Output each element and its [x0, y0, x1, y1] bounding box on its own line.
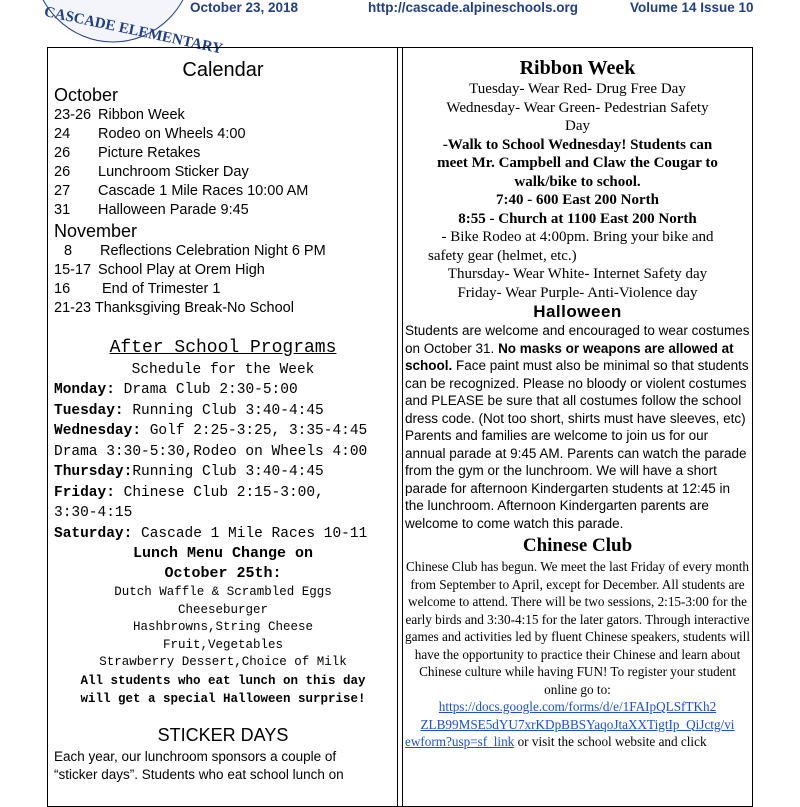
schedule-text: 3:30-4:15 — [54, 505, 133, 521]
event-name: Ribbon Week — [98, 107, 185, 123]
sticker-days-text: Each year, our lunchroom sponsors a couple of — [54, 748, 337, 764]
schedule-line — [54, 483, 392, 504]
calendar-title: Calendar — [182, 59, 264, 81]
walk-to-school: 7:40 - 600 East 200 North — [496, 192, 659, 208]
lunch-date: October 25th: — [164, 565, 282, 582]
schedule-line — [54, 442, 392, 463]
school-url[interactable]: http://cascade.alpineschools.org — [368, 0, 579, 15]
event-name: Thanksgiving Break-No School — [94, 300, 294, 316]
left-column — [54, 56, 392, 784]
event-name: Lunchroom Sticker Day — [98, 164, 249, 180]
event-name: Reflections Celebration Night 6 PM — [100, 243, 326, 259]
schedule-text: Chinese Club 2:15-3:00, — [114, 484, 324, 501]
column-divider — [397, 47, 398, 807]
schedule-line — [54, 380, 392, 401]
calendar-event — [54, 261, 392, 280]
event-name: Halloween Parade 9:45 — [98, 202, 249, 218]
halloween-title: Halloween — [533, 302, 622, 321]
lunch-item: Cheeseburger — [177, 602, 268, 617]
chinese-club-text: Chinese Club has begun. We meet the last Friday of every month from September to April, except for December. All students are welcome to attend. There will be two sessions, 2:15-3:00 for the early birds and 3:30-4:15 for the later gators. Through interactive games and activities led by fluent Chinese speakers, students will have the opportunity to practice their Chinese and learn about Chinese culture while having FUN! To register your student online go to: — [405, 559, 750, 697]
event-date: 27 — [54, 183, 71, 199]
lunch-item: Fruit,Vegetables — [162, 637, 284, 652]
schedule-line — [54, 401, 392, 422]
calendar-event — [54, 280, 392, 299]
walk-to-school: meet Mr. Campbell and Claw the Cougar to — [437, 155, 718, 171]
calendar-event — [54, 125, 392, 144]
lunch-item: Hashbrowns,String Cheese — [132, 620, 314, 634]
lunch-item: Strawberry Dessert,Choice of Milk — [99, 655, 347, 669]
volume-issue: Volume 14 Issue 10 — [630, 0, 754, 15]
after-school-subtitle: Schedule for the Week — [131, 362, 315, 378]
ribbon-week-title: Ribbon Week — [519, 57, 636, 79]
calendar-event: 23-26 Ribbon Week — [54, 107, 185, 123]
school-logo — [38, 0, 225, 58]
schedule-text: Running Club 3:40-4:45 — [132, 464, 324, 480]
event-name: Rodeo on Wheels 4:00 — [98, 126, 246, 142]
lunch-title: Lunch Menu Change on — [132, 545, 314, 562]
schedule-day: Monday: — [54, 382, 115, 398]
right-column — [405, 56, 750, 751]
ribbon-day: Tuesday- Wear Red- Drug Free Day — [469, 81, 686, 97]
event-date: 15-17 — [54, 262, 92, 278]
event-date: 16 — [54, 281, 71, 297]
calendar-event — [54, 242, 392, 261]
month-heading-november: November — [54, 221, 138, 241]
bike-rodeo: safety gear (helmet, etc.) — [428, 247, 577, 264]
chinese-club-tail: or visit the school website and click — [514, 734, 707, 749]
sticker-days-title: STICKER DAYS — [157, 724, 289, 745]
chinese-club-title: Chinese Club — [522, 535, 633, 556]
walk-to-school: 8:55 - Church at 1100 East 200 North — [458, 210, 697, 227]
calendar-event — [54, 163, 392, 182]
schedule-day: Saturday: — [54, 525, 133, 542]
month-heading-october: October — [54, 85, 119, 105]
registration-link[interactable]: https://docs.google.com/forms/d/e/1FAIpQLSfTKh2 — [438, 699, 717, 714]
bike-rodeo: - Bike Rodeo at 4:00pm. Bring your bike and — [441, 229, 714, 245]
chinese-club-link[interactable] — [405, 733, 750, 751]
calendar-event — [54, 201, 392, 220]
calendar-event — [54, 182, 392, 201]
schedule-text: Drama 3:30-5:30,Rodeo on Wheels 4:00 — [54, 443, 368, 460]
event-name: Picture Retakes — [98, 145, 201, 161]
schedule-line — [54, 421, 392, 442]
calendar-event — [54, 299, 392, 318]
schedule-text: Cascade 1 Mile Races 10-11 — [132, 525, 368, 542]
after-school-title: After School Programs — [109, 338, 337, 358]
ribbon-day: Thursday- Wear White- Internet Safety day — [447, 266, 708, 282]
halloween-text-bold: No masks or weapons are allowed at school. — [405, 340, 734, 373]
event-date: 31 — [54, 202, 71, 218]
event-name: Cascade 1 Mile Races 10:00 AM — [98, 183, 309, 199]
ribbon-day: Wednesday- Wear Green- Pedestrian Safety — [446, 99, 709, 116]
issue-date: October 23, 2018 — [190, 0, 299, 15]
event-date: 21-23 — [54, 300, 92, 316]
schedule-line — [54, 503, 392, 524]
lunch-note: All students who eat lunch on this day — [80, 673, 366, 688]
sticker-days-text: “sticker days”. Students who eat school lunch on — [54, 766, 344, 782]
schedule-line — [54, 462, 392, 483]
registration-link[interactable]: ewform?usp=sf_link — [405, 734, 515, 749]
event-date: 26 — [54, 145, 71, 161]
event-date: 8 — [64, 243, 73, 259]
lunch-item: Dutch Waffle & Scrambled Eggs — [114, 585, 332, 599]
ribbon-day: Friday- Wear Purple- Anti-Violence day — [457, 284, 698, 301]
halloween-text — [405, 322, 750, 532]
ribbon-day: Day — [565, 118, 590, 134]
schedule-text: Drama Club 2:30-5:00 — [114, 382, 298, 398]
calendar-event — [54, 144, 392, 163]
schedule-day: Friday: — [54, 484, 115, 501]
event-date: 26 — [54, 164, 71, 180]
schedule-day: Thursday: — [54, 464, 133, 480]
schedule-day: Wednesday: — [54, 423, 142, 439]
halloween-text-part: Students are welcome and encouraged to wear costumes on October 31. — [405, 323, 750, 356]
walk-to-school: -Walk to School Wednesday! Students can — [442, 136, 713, 153]
registration-link[interactable]: ZLB99MSE5dYU7xrKDpBBSYaqoJtaXXTigtIp_QiJctg/vi — [420, 716, 735, 732]
halloween-text-part: Face paint must also be minimal so that students can be recognized. Please no bloody or violent costumes and PLEASE be sure that all costumes follow the school dress code. (Not too short, shirts must have sleeves, etc) Parents and families are welcome to join us for our annual parade at 9:45 AM. Parents can watch the parade from the gym or the lunchroom. We will have a short parade for afternoon Kindergarten students at 12:45 in the lunchroom. Afternoon Kindergarten parents are welcome to come watch this parade. — [405, 358, 749, 531]
schedule-line — [54, 524, 392, 545]
event-date: 24 — [54, 126, 71, 142]
event-name: End of Trimester 1 — [102, 281, 221, 297]
logo-text: CASCADE ELEMENTARY — [42, 4, 225, 58]
walk-to-school: walk/bike to school. — [514, 173, 641, 190]
chinese-club-link[interactable] — [405, 698, 750, 716]
lunch-note: will get a special Halloween surprise! — [80, 691, 366, 706]
column-divider-inner — [402, 47, 403, 807]
schedule-text: Running Club 3:40-4:45 — [123, 402, 324, 419]
schedule-day: Tuesday: — [54, 402, 124, 419]
schedule-text: Golf 2:25-3:25, 3:35-4:45 — [141, 423, 368, 439]
chinese-club-link[interactable] — [405, 716, 750, 734]
event-name: School Play at Orem High — [98, 262, 265, 278]
